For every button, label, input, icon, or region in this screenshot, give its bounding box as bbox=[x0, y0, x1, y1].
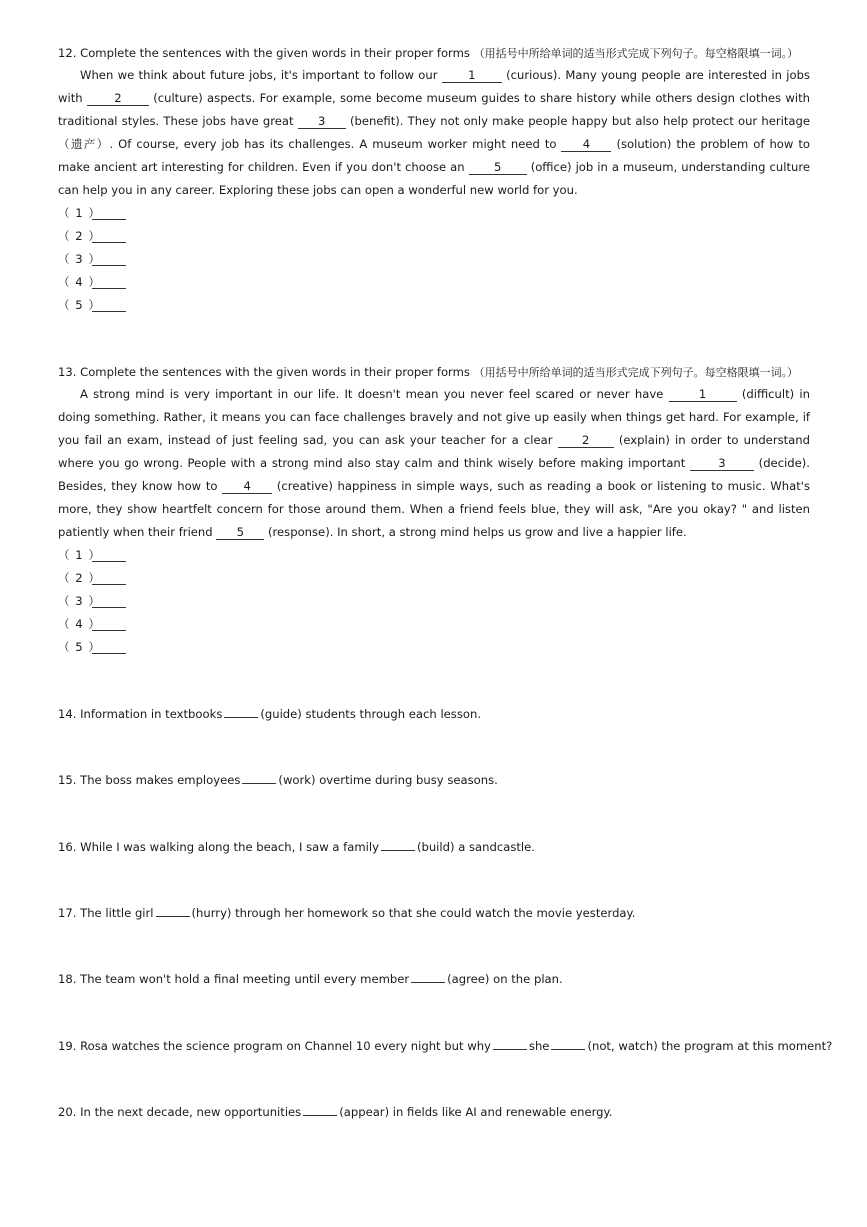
q12-text: When we think about future jobs, it's important to follow our bbox=[80, 68, 442, 82]
q13-text: (decide). Besides, they know how to bbox=[58, 456, 810, 493]
q20 bbox=[58, 1104, 818, 1120]
answer-number: （ 2 ） bbox=[58, 229, 101, 243]
answer-blank[interactable] bbox=[92, 573, 126, 585]
q13-text: (difficult) in doing something. Rather, it means you can face challenges bravely and not give up easily when things get hard. For example, if you fail an exam, instead of just feeling sad, you can ask your teacher for a clear bbox=[58, 387, 810, 447]
q12-text: (culture) aspects. For example, some become museum guides to share history while others design clothes with traditional styles. These jobs have great bbox=[58, 91, 810, 128]
q20-blank[interactable] bbox=[303, 1104, 337, 1116]
q12-blank-4[interactable]: 4 bbox=[561, 137, 611, 152]
q13-text: A strong mind is very important in our life. It doesn't mean you never feel scared or never have bbox=[80, 387, 669, 401]
q15-blank[interactable] bbox=[242, 772, 276, 784]
q12-title-cn: （用括号中所给单词的适当形式完成下列句子。每空格限填一词。） bbox=[473, 47, 799, 60]
answer-row bbox=[58, 297, 126, 320]
q16-blank[interactable] bbox=[381, 839, 415, 851]
q14-text: 14. Information in textbooks bbox=[58, 707, 223, 721]
q14 bbox=[58, 706, 818, 722]
answer-number: （ 5 ） bbox=[58, 298, 101, 312]
q19-text: 19. Rosa watches the science program on Channel 10 every night but why bbox=[58, 1039, 491, 1053]
q12-text: (office) job in a museum, understanding culture can help you in any career. Exploring these jobs can open a wonderful new world for you. bbox=[58, 160, 811, 197]
q15-text: (work) overtime during busy seasons. bbox=[278, 773, 498, 787]
answer-row bbox=[58, 616, 126, 639]
answer-number: （ 1 ） bbox=[58, 548, 101, 562]
q12-answer-list bbox=[58, 205, 126, 320]
q20-text: 20. In the next decade, new opportunities bbox=[58, 1105, 302, 1119]
q12-blank-3[interactable]: 3 bbox=[298, 114, 346, 129]
q20-text: (appear) in fields like AI and renewable energy. bbox=[339, 1105, 613, 1119]
answer-blank[interactable] bbox=[92, 300, 126, 312]
answer-blank[interactable] bbox=[92, 208, 126, 220]
answer-row bbox=[58, 639, 126, 662]
q13-blank-1[interactable]: 1 bbox=[669, 387, 737, 402]
answer-row bbox=[58, 547, 126, 570]
q18 bbox=[58, 971, 818, 987]
answer-row bbox=[58, 205, 126, 228]
q12-text: (benefit). They not only make people happy but also help protect our heritage （遗产）. Of course, every job has its challenges. A museum worker might need to bbox=[58, 114, 810, 151]
answer-blank[interactable] bbox=[92, 619, 126, 631]
q13-text: (response). In short, a strong mind helps us grow and live a happier life. bbox=[264, 525, 687, 539]
answer-number: （ 3 ） bbox=[58, 594, 101, 608]
answer-number: （ 4 ） bbox=[58, 617, 101, 631]
q18-blank[interactable] bbox=[411, 971, 445, 983]
q13-answer-list bbox=[58, 547, 126, 662]
q14-text: (guide) students through each lesson. bbox=[260, 707, 482, 721]
q12-title bbox=[58, 45, 818, 62]
q12-passage bbox=[58, 64, 810, 202]
answer-blank[interactable] bbox=[92, 642, 126, 654]
answer-blank[interactable] bbox=[92, 254, 126, 266]
q14-blank[interactable] bbox=[224, 706, 258, 718]
q19-text: (not, watch) the program at this moment? bbox=[587, 1039, 833, 1053]
answer-blank[interactable] bbox=[92, 550, 126, 562]
answer-number: （ 3 ） bbox=[58, 252, 101, 266]
answer-blank[interactable] bbox=[92, 277, 126, 289]
q19-blank-2[interactable] bbox=[551, 1038, 585, 1050]
q17-blank[interactable] bbox=[156, 905, 190, 917]
q18-text: 18. The team won't hold a final meeting until every member bbox=[58, 972, 410, 986]
answer-blank[interactable] bbox=[92, 231, 126, 243]
q13-blank-5[interactable]: 5 bbox=[216, 525, 264, 540]
q13-title-cn: （用括号中所给单词的适当形式完成下列句子。每空格限填一词。） bbox=[473, 366, 799, 379]
answer-number: （ 1 ） bbox=[58, 206, 101, 220]
q13-title bbox=[58, 364, 818, 381]
q15 bbox=[58, 772, 818, 788]
answer-number: （ 4 ） bbox=[58, 275, 101, 289]
q17-text: 17. The little girl bbox=[58, 906, 154, 920]
q12-text: (solution) the problem of how to make ancient art interesting for children. Even if you don't choose an bbox=[58, 137, 810, 174]
q13-blank-4[interactable]: 4 bbox=[222, 479, 272, 494]
q16-text: (build) a sandcastle. bbox=[416, 840, 535, 854]
q15-text: 15. The boss makes employees bbox=[58, 773, 241, 787]
q13-blank-2[interactable]: 2 bbox=[558, 433, 614, 448]
q12-blank-2[interactable]: 2 bbox=[87, 91, 149, 106]
q13-text: (explain) in order to understand where you go wrong. People with a strong mind also stay calm and think wisely before making important bbox=[58, 433, 810, 470]
q19-blank-1[interactable] bbox=[493, 1038, 527, 1050]
answer-row bbox=[58, 274, 126, 297]
q16-text: 16. While I was walking along the beach, I saw a family bbox=[58, 840, 379, 854]
q19 bbox=[58, 1038, 833, 1054]
q12-title-en: 12. Complete the sentences with the given words in their proper forms bbox=[58, 46, 470, 60]
q12-blank-5[interactable]: 5 bbox=[469, 160, 527, 175]
q13-text: (creative) happiness in simple ways, such as reading a book or listening to music. What's more, they show heartfelt concern for those around them. When a friend feels blue, they will ask, "Are you okay? " and listen patiently when their friend bbox=[58, 479, 810, 539]
answer-row bbox=[58, 251, 126, 274]
answer-row bbox=[58, 228, 126, 251]
q13-title-en: 13. Complete the sentences with the given words in their proper forms bbox=[58, 365, 470, 379]
q13-blank-3[interactable]: 3 bbox=[690, 456, 754, 471]
answer-blank[interactable] bbox=[92, 596, 126, 608]
answer-row bbox=[58, 593, 126, 616]
q19-text: she bbox=[528, 1039, 550, 1053]
q17-text: (hurry) through her homework so that she could watch the movie yesterday. bbox=[191, 906, 636, 920]
q18-text: (agree) on the plan. bbox=[447, 972, 563, 986]
answer-row bbox=[58, 570, 126, 593]
q13-passage bbox=[58, 383, 810, 544]
q12-text: (curious). Many young people are interested in jobs with bbox=[58, 68, 810, 105]
q12-blank-1[interactable]: 1 bbox=[442, 68, 502, 83]
q16 bbox=[58, 839, 818, 855]
answer-number: （ 2 ） bbox=[58, 571, 101, 585]
answer-number: （ 5 ） bbox=[58, 640, 101, 654]
q17 bbox=[58, 905, 818, 921]
